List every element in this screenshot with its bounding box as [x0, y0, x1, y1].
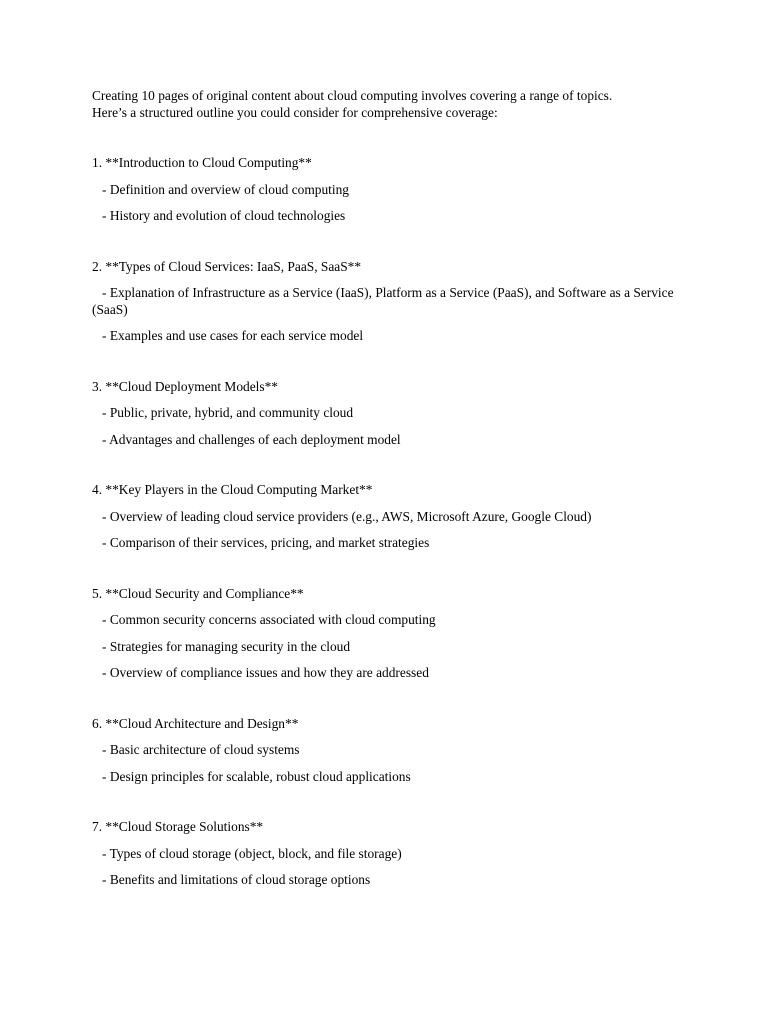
- section-bullet: - Definition and overview of cloud computing: [92, 181, 349, 197]
- section-bullet: - Common security concerns associated with cloud computing: [92, 612, 436, 627]
- outline-section-5: [92, 586, 682, 682]
- outline-section-2: [92, 259, 682, 345]
- document-content: [92, 88, 682, 889]
- section-bullet: - Overview of compliance issues and how they are addressed: [92, 665, 429, 680]
- section-heading: 2. **Types of Cloud Services: IaaS, PaaS, SaaS**: [92, 258, 362, 274]
- intro-paragraph: [92, 88, 682, 121]
- outline-section-4: [92, 482, 682, 552]
- section-bullet: - Basic architecture of cloud systems: [92, 742, 300, 757]
- outline-section-6: [92, 716, 682, 786]
- section-bullet: - Strategies for managing security in the cloud: [92, 638, 351, 654]
- section-bullet: - Advantages and challenges of each deployment model: [92, 431, 401, 447]
- intro-line-1: Creating 10 pages of original content about cloud computing involves covering a range of topics.: [92, 88, 613, 103]
- section-bullet: - Benefits and limitations of cloud storage options: [92, 872, 371, 887]
- section-bullet: - Public, private, hybrid, and community cloud: [92, 405, 354, 420]
- section-heading: 6. **Cloud Architecture and Design**: [92, 715, 299, 731]
- outline-section-1: [92, 155, 682, 225]
- intro-line-2: Here’s a structured outline you could consider for comprehensive coverage:: [92, 104, 498, 120]
- section-heading: 3. **Cloud Deployment Models**: [92, 378, 278, 394]
- section-bullet: - Types of cloud storage (object, block, and file storage): [92, 845, 402, 861]
- outline-section-3: [92, 379, 682, 449]
- section-bullet: - Overview of leading cloud service providers (e.g., AWS, Microsoft Azure, Google Cloud): [92, 508, 592, 524]
- section-heading: 4. **Key Players in the Cloud Computing Market**: [92, 482, 373, 497]
- section-bullet: - History and evolution of cloud technologies: [92, 208, 346, 223]
- section-heading: 1. **Introduction to Cloud Computing**: [92, 155, 312, 170]
- outline-section-7: [92, 819, 682, 889]
- section-bullet: - Explanation of Infrastructure as a Service (IaaS), Platform as a Service (PaaS), and Software as a Service (SaaS): [92, 285, 677, 317]
- section-heading: 5. **Cloud Security and Compliance**: [92, 585, 304, 601]
- section-heading: 7. **Cloud Storage Solutions**: [92, 819, 264, 834]
- section-bullet: - Comparison of their services, pricing, and market strategies: [92, 535, 430, 550]
- section-bullet: - Examples and use cases for each service model: [92, 328, 364, 343]
- section-bullet: - Design principles for scalable, robust cloud applications: [92, 768, 411, 784]
